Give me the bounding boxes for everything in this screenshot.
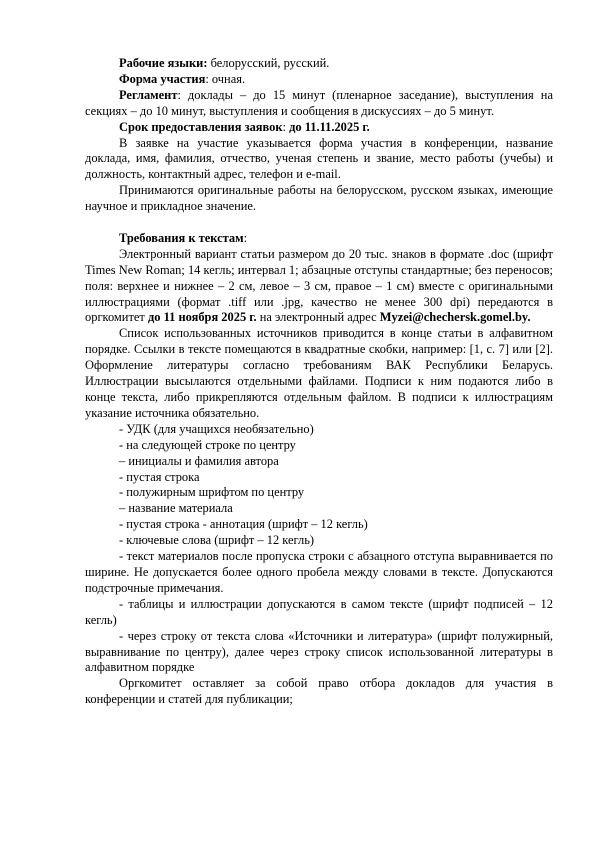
regulation-paragraph [85, 88, 553, 120]
literature-rule-paragraph: - через строку от текста слова «Источники и литература» (шрифт полужирный, выравнивание по центру), далее через строку список использованной литературы в алфавитном порядке [85, 628, 553, 675]
format-list-item: - пустая строка - аннотация (шрифт – 12 кегль) [119, 517, 368, 532]
tables-rule-paragraph: - таблицы и иллюстрации допускаются в самом тексте (шрифт подписей – 12 кегль) [85, 596, 553, 627]
languages-paragraph [85, 56, 553, 72]
electronic-deadline: до 11 ноября 2025 г. [147, 310, 257, 325]
form-value: : очная. [205, 71, 246, 86]
email-address: Myzei@chechersk.gomel.by. [379, 310, 531, 325]
document-body [85, 56, 553, 708]
deadline-date: до 11.11.2025 г. [289, 119, 370, 134]
sources-paragraph: Список использованных источников приводится в конце статьи в алфавитном порядке. Ссылки в тексте помещаются в квадратные скобки, например: [1, с. 7] или [2]. Оформление литературы согласно требованиям ВАК Республики Беларусь. Иллюстрации высылаются отдельными файлами. Подписи к ним подаются либо в конце текста, либо прикрепляются отдельным файлом. В подписи к иллюстрациям указание источника обязательно. [85, 326, 553, 420]
requirements-colon: : [243, 230, 248, 245]
blank-line [85, 215, 553, 231]
deadline-label: Срок предоставления заявок [119, 119, 283, 134]
languages-label: Рабочие языки: [119, 56, 208, 70]
regulation-value: : доклады – до 15 минут (пленарное заседание), выступления на секциях – до 10 минут, выступления и сообщения в дискуссиях – до 5 минут. [85, 87, 553, 118]
deadline-paragraph [85, 120, 553, 136]
text-rule-paragraph: - текст материалов после пропуска строки с абзацного отступа выравнивается по ширине. Не допускается более одного пробела между словами в тексте. Допускаются подстрочные примечания. [85, 549, 553, 595]
format-list-item: - на следующей строке по центру [119, 437, 296, 452]
electronic-paragraph [85, 247, 553, 327]
accepted-paragraph: Принимаются оригинальные работы на белорусском, русском языках, имеющие научное и прикладное значение. [85, 183, 553, 214]
electronic-middle: на электронный адрес [256, 310, 380, 325]
format-list-item: – инициалы и фамилия автора [119, 453, 279, 468]
requirements-label: Требования к текстам [119, 230, 244, 245]
format-list-item: - полужирным шрифтом по центру [119, 485, 305, 500]
format-list-item: - УДК (для учащихся необязательно) [119, 421, 314, 436]
form-paragraph [85, 72, 553, 88]
format-list-item: – название материала [119, 501, 233, 516]
application-paragraph: В заявке на участие указывается форма участия в конференции, название доклада, имя, фамилия, отчество, ученая степень и звание, место работы (учебы) и должность, контактный адрес, телефон и e-mail. [85, 135, 553, 182]
format-list-item: - ключевые слова (шрифт – 12 кегль) [119, 533, 315, 548]
electronic-text: Электронный вариант статьи размером до 20 тыс. знаков в формате .doc (шрифт Times New Roman; 14 кегль; интервал 1; абзацные отступы стандартные; без переносов; поля: верхнее и нижнее – 2 см, левое – 3 см, правое – 1 см) вместе с оригинальными иллюстрациями (формат .tiff или .jpg, качество не менее 300 dpi) передаются в оргкомитет [85, 246, 553, 325]
languages-value: белорусский, русский. [207, 56, 330, 70]
regulation-label: Регламент [119, 87, 178, 102]
form-label: Форма участия [119, 71, 206, 86]
committee-paragraph: Оргкомитет оставляет за собой право отбора докладов для участия в конференции и статей для публикации; [85, 676, 553, 707]
deadline-separator: : [282, 119, 290, 134]
requirements-heading [85, 231, 553, 247]
format-list-item: - пустая строка [119, 469, 200, 484]
